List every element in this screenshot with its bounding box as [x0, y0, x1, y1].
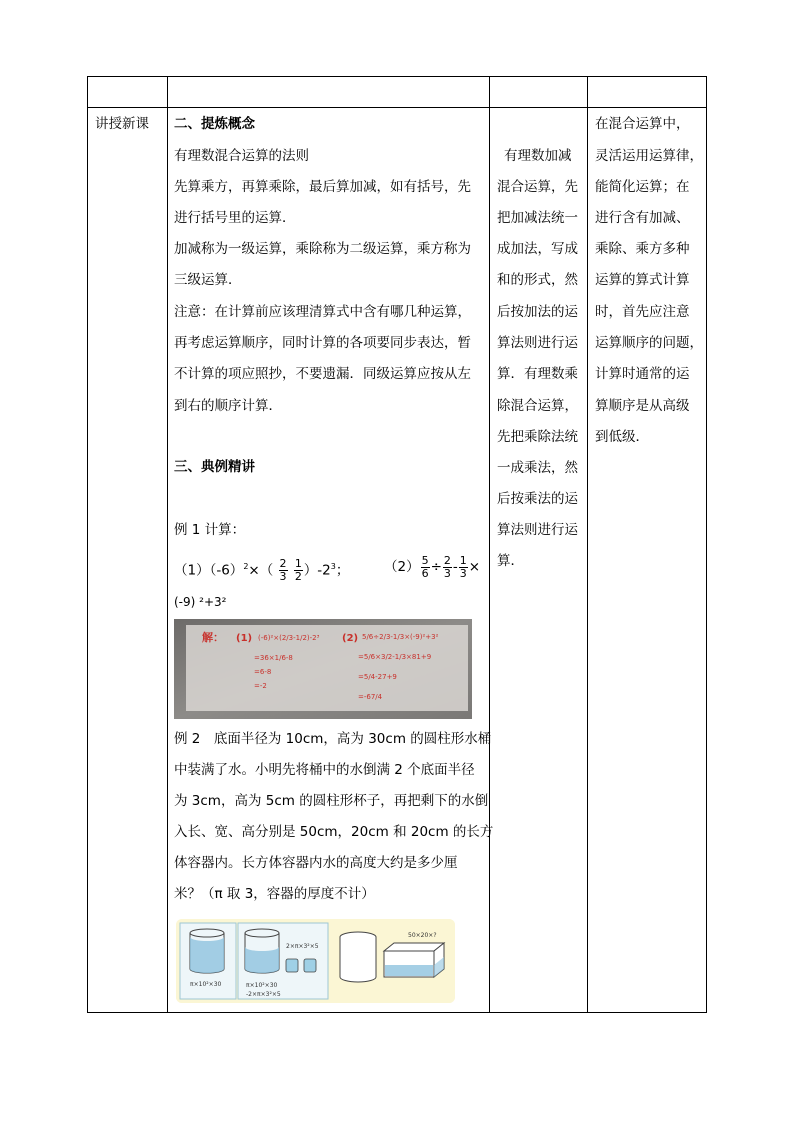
fraction-numerator: 1 — [294, 557, 302, 570]
ex1-p1-end: ； — [335, 562, 350, 579]
note-col-line: 时，首先应注意 — [595, 304, 690, 320]
solution-p1-line4: =-2 — [254, 682, 267, 690]
solution-p1-line3: =6-8 — [254, 668, 272, 676]
diagram-label-1: π×10²×30 — [190, 981, 222, 988]
example2-line: 中装满了水。小明先将桶中的水倒满 2 个底面半径 — [174, 762, 475, 778]
row-label: 讲授新课 — [95, 116, 149, 132]
teacher-col-line: 混合运算，先 — [497, 179, 578, 195]
rule-title: 有理数混合运算的法则 — [174, 148, 309, 164]
note-col-line: 能简化运算；在 — [595, 179, 690, 195]
note-col-line: 灵活运用运算律， — [595, 148, 703, 164]
content-line: 再考虑运算顺序，同时计算的各项要同步表达，暂 — [174, 335, 471, 351]
example2-line: 入长、宽、高分别是 50cm，20cm 和 20cm 的长方 — [174, 824, 494, 840]
fraction — [421, 555, 430, 580]
fraction-numerator: 2 — [279, 557, 287, 570]
fraction — [279, 558, 288, 583]
example1-problem-2-cont: (-9) ²+3² — [174, 595, 227, 609]
table-border-bottom — [87, 1012, 707, 1013]
ex1-p1-prefix: （1）（-6） — [174, 562, 244, 579]
table-border-top — [87, 76, 707, 77]
teacher-col-line: 成加法，写成 — [497, 241, 578, 257]
teacher-col-line: 算． — [497, 553, 524, 569]
table-border-left — [87, 76, 88, 1013]
fraction-denominator: 2 — [294, 570, 302, 583]
teacher-col-line: 有理数加减 — [504, 148, 572, 164]
ex1-p2-times: × — [468, 559, 481, 575]
solution-p2-tag: (2) — [342, 633, 359, 644]
ex1-p2-minus: - — [452, 559, 458, 575]
teacher-col-line: 先把乘除法统 — [497, 429, 578, 445]
solution-p1-line2: =36×1/6-8 — [254, 654, 293, 662]
example1-problem-2 — [384, 554, 480, 580]
ex1-p1-times: ×（ — [248, 562, 274, 579]
content-line: 到右的顺序计算． — [174, 398, 282, 414]
example2-line: 米？（π 取 3，容器的厚度不计） — [174, 886, 375, 902]
note-col-line: 乘除、乘方多种 — [595, 241, 690, 257]
example2-line: 为 3cm，高为 5cm 的圆柱形杯子，再把剩下的水倒 — [174, 793, 489, 809]
containers-diagram-svg — [176, 919, 455, 1003]
teacher-col-line: 一成乘法，然 — [497, 460, 578, 476]
solution-photo — [174, 619, 472, 719]
table-col-divider-1 — [167, 76, 168, 1013]
fraction-denominator: 6 — [421, 566, 429, 580]
fraction-denominator: 3 — [459, 566, 467, 580]
fraction-numerator: 5 — [421, 553, 429, 567]
table-col-divider-2 — [489, 76, 490, 1013]
content-line: 三级运算． — [174, 272, 242, 288]
table-col-divider-3 — [587, 76, 588, 1013]
teacher-col-line: 把加减法统一 — [497, 210, 578, 226]
solution-p2-line2: =5/6×3/2-1/3×81+9 — [358, 653, 432, 661]
teacher-col-line: 算法则进行运 — [497, 522, 578, 538]
table-header-divider — [87, 107, 707, 108]
teacher-col-line: 除混合运算， — [497, 398, 578, 414]
example1-title: 例 1 计算： — [174, 522, 246, 538]
content-line: 不计算的项应照抄，不要遗漏．同级运算应按从左 — [174, 366, 471, 382]
teacher-col-line: 和的形式，然 — [497, 272, 578, 288]
teacher-col-line: 后按加法的运 — [497, 304, 578, 320]
content-line: 加减称为一级运算，乘除称为二级运算，乘方称为 — [174, 241, 471, 257]
content-line: 先算乘方，再算乘除，最后算加减，如有括号，先 — [174, 179, 471, 195]
ex1-p2-prefix: （2） — [384, 559, 420, 575]
solution-p2-line4: =-67/4 — [358, 693, 383, 701]
example1-problem-1 — [174, 554, 349, 584]
solution-p2-line1: 5/6÷2/3-1/3×(-9)²+3² — [362, 633, 439, 641]
solution-photo-svg — [174, 619, 472, 719]
teacher-col-line: 算法则进行运 — [497, 335, 578, 351]
note-col-line: 到低级． — [595, 429, 649, 445]
example2-line: 体容器内。长方体容器内水的高度大约是多少厘 — [174, 855, 458, 871]
fraction — [459, 555, 468, 580]
diagram-label-2: 2×π×3²×5 — [286, 943, 319, 950]
content-line: 进行括号里的运算． — [174, 210, 296, 226]
note-col-line: 进行含有加减、 — [595, 210, 690, 226]
ex1-p1-exp: 2 — [243, 562, 249, 571]
teacher-col-line: 算．有理数乘 — [497, 366, 578, 382]
containers-diagram — [176, 919, 455, 1003]
section2-heading: 二、提炼概念 — [174, 116, 255, 132]
fraction — [443, 555, 452, 580]
note-col-line: 运算顺序的问题， — [595, 335, 703, 351]
ex1-p2-div: ÷ — [430, 559, 442, 575]
content-line: 注意：在计算前应该理清算式中含有哪几种运算， — [174, 304, 471, 320]
note-col-line: 在混合运算中， — [595, 116, 690, 132]
fraction-denominator: 3 — [279, 570, 287, 583]
solution-p1-tag: (1) — [236, 633, 253, 644]
solution-label: 解： — [202, 631, 224, 644]
teacher-col-line: 后按乘法的运 — [497, 491, 578, 507]
note-col-line: 算顺序是从高级 — [595, 398, 690, 414]
fraction-denominator: 3 — [443, 566, 451, 580]
note-col-line: 运算的算式计算 — [595, 272, 690, 288]
section3-heading: 三、典例精讲 — [174, 459, 255, 475]
solution-p1-line1: (-6)²×(2/3-1/2)-2³ — [258, 634, 320, 642]
fraction-numerator: 1 — [459, 553, 467, 567]
solution-p2-line3: =5/4-27+9 — [358, 673, 397, 681]
diagram-label-4: 50×20×? — [408, 932, 437, 939]
ex1-p1-tail: ）-2 — [303, 562, 331, 579]
fraction — [294, 558, 303, 583]
ex1-p1-tail-exp: 3 — [330, 562, 336, 571]
table-border-right — [706, 76, 707, 1013]
note-col-line: 计算时通常的运 — [595, 366, 690, 382]
diagram-label-3a: π×10²×30 — [246, 982, 278, 989]
example2-line: 例 2 底面半径为 10cm，高为 30cm 的圆柱形水桶 — [174, 731, 492, 747]
diagram-label-3b: -2×π×3²×5 — [246, 991, 281, 998]
fraction-numerator: 2 — [443, 553, 451, 567]
